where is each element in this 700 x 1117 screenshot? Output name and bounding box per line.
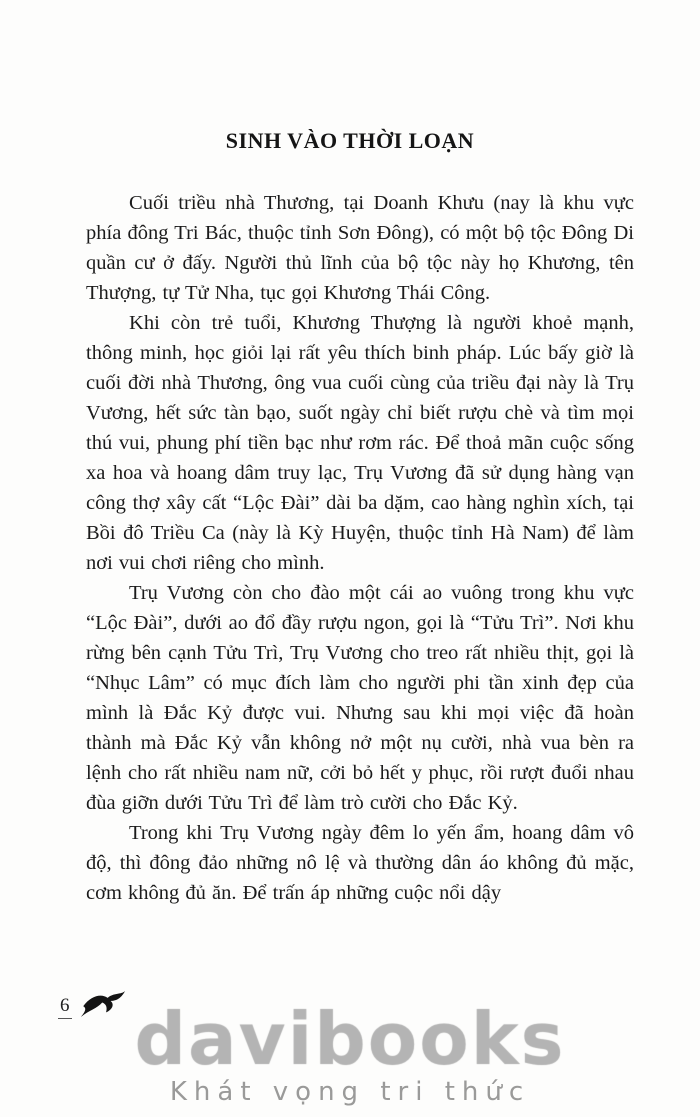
- page-footer: [58, 988, 126, 1025]
- page-number: 6: [58, 995, 72, 1019]
- body-paragraph: Khi còn trẻ tuổi, Khương Thượng là người khoẻ mạnh, thông minh, học giỏi lại rất yêu thích binh pháp. Lúc bấy giờ là cuối đời nhà Thương, ông vua cuối cùng của triều đại này là Trụ Vương, hết sức tàn bạo, suốt ngày chỉ biết rượu chè và tìm mọi thú vui, phung phí tiền bạc như rơm rác. Để thoả mãn cuộc sống xa hoa và hoang dâm truy lạc, Trụ Vương đã sử dụng hàng vạn công thợ xây cất “Lộc Đài” dài ba dặm, cao hàng nghìn xích, tại Bồi đô Triều Ca (này là Kỳ Huyện, thuộc tỉnh Hà Nam) để làm nơi vui chơi riêng cho mình.: [86, 312, 634, 574]
- body-paragraph: Trụ Vương còn cho đào một cái ao vuông trong khu vực “Lộc Đài”, dưới ao đổ đầy rượu ngon, gọi là “Tửu Trì”. Nơi khu rừng bên cạnh Tửu Trì, Trụ Vương cho treo rất nhiều thịt, gọi là “Nhục Lâm” có mục đích làm cho người phi tần xinh đẹp của mình là Đắc Kỷ được vui. Nhưng sau khi mọi việc đã hoàn thành mà Đắc Kỷ vẫn không nở một nụ cười, nhà vua bèn ra lệnh cho rất nhiều nam nữ, cởi bỏ hết y phục, rồi rượt đuổi nhau đùa giỡn dưới Tửu Trì để làm trò cười cho Đắc Kỷ.: [86, 582, 634, 814]
- watermark-brand-text: davibooks: [134, 997, 566, 1081]
- swallow-logo-icon: [80, 988, 126, 1025]
- chapter-title: SINH VÀO THỜI LOẠN: [225, 128, 475, 153]
- body-paragraph: Cuối triều nhà Thương, tại Doanh Khưu (nay là khu vực phía đông Tri Bác, thuộc tỉnh Sơn Đông), có một bộ tộc Đông Di quần cư ở đấy. Người thủ lĩnh của bộ tộc này họ Khương, tên Thượng, tự Tử Nha, tục gọi Khương Thái Công.: [86, 192, 634, 304]
- body-text: [86, 188, 634, 908]
- body-paragraph: Trong khi Trụ Vương ngày đêm lo yến ẩm, hoang dâm vô độ, thì đông đảo những nô lệ và thường dân áo không đủ mặc, cơm không đủ ăn. Để trấn áp những cuộc nổi dậy: [86, 822, 634, 904]
- watermark-tagline-text: Khát vọng tri thức: [169, 1077, 531, 1107]
